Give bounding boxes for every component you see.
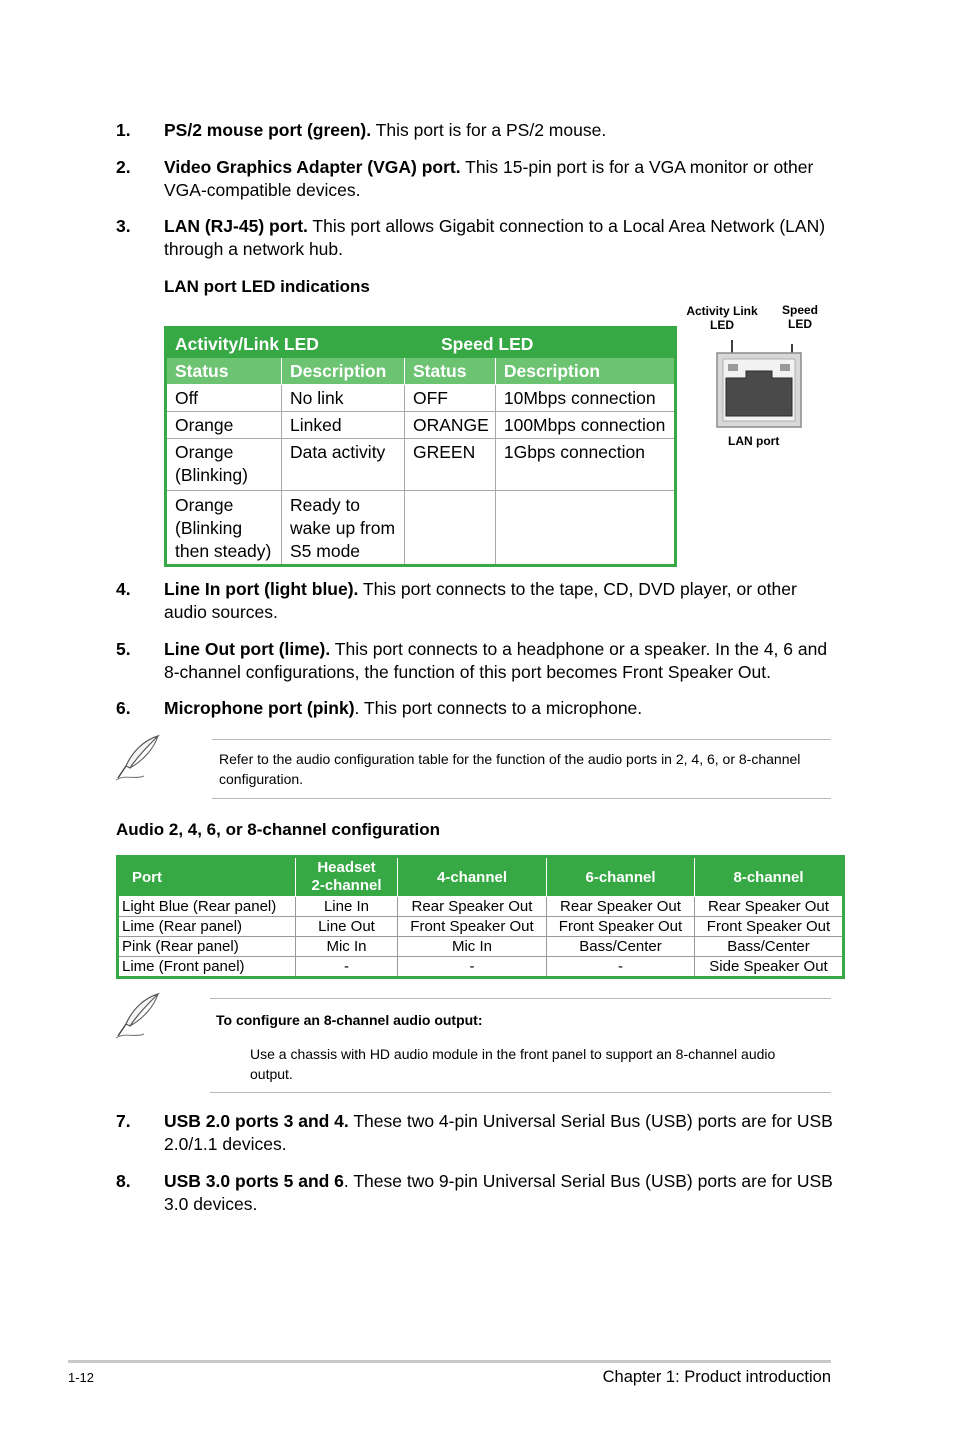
list-item-1 [116,119,836,142]
chapter-title: Chapter 1: Product introduction [602,1368,831,1386]
note-text: Use a chassis with HD audio module in the front panel to support an 8-channel audio output. [250,1046,776,1082]
cell: GREEN [405,439,496,491]
activity-led-label: LED [710,318,734,332]
cell: Off [166,385,282,412]
table-row [166,385,676,412]
cell: Orange [166,412,282,439]
note-text: Refer to the audio configuration table for the function of the audio ports in 2, 4, 6, or 8-channel configuration. [219,751,801,787]
audio-config-table [116,855,845,979]
cell: Pink (Rear panel) [118,937,296,957]
cell: Front Speaker Out [547,917,695,937]
cell: 100Mbps connection [495,412,675,439]
col-6-channel: 6-channel [547,857,695,897]
col-4-channel: 4-channel [398,857,547,897]
table-row [118,917,844,937]
list-item-4 [116,578,836,624]
col-status: Status [166,358,282,385]
cell: Orange (Blinking then steady) [166,491,282,566]
cell: Ready to wake up from S5 mode [282,491,405,566]
audio-config-heading: Audio 2, 4, 6, or 8-channel configuration [116,820,440,839]
col-port: Port [118,857,296,897]
item-title: USB 3.0 ports 5 and 6 [164,1171,344,1191]
cell: Rear Speaker Out [547,897,695,917]
list-item-7 [116,1110,836,1156]
note-top-rule [210,998,831,999]
cell: 1Gbps connection [495,439,675,491]
item-title: Line In port (light blue). [164,579,359,599]
item-title: USB 2.0 ports 3 and 4. [164,1111,349,1131]
table-row [118,957,844,978]
item-text: This port connects to the tape, CD, DVD player, or other audio sources. [164,579,797,622]
item-number: 3. [116,216,131,236]
cell: - [398,957,547,978]
col-status: Status [405,358,496,385]
cell: ORANGE [405,412,496,439]
cell: Front Speaker Out [398,917,547,937]
note-title: To configure an 8-channel audio output: [216,1012,483,1028]
footer-rule [68,1360,831,1363]
item-number: 7. [116,1111,131,1131]
item-title: PS/2 mouse port (green). [164,120,372,140]
item-title: Line Out port (lime). [164,639,331,659]
cell: No link [282,385,405,412]
list-item-5 [116,638,836,684]
cell: Mic In [398,937,547,957]
cell: Line In [296,897,398,917]
cell: Mic In [296,937,398,957]
item-number: 2. [116,157,131,177]
cell [405,491,496,566]
cell: Rear Speaker Out [695,897,844,917]
note-bottom-rule [212,798,831,799]
speed-led-label: LED [788,317,812,331]
feather-pen-icon [114,734,164,782]
rj45-port-icon [716,340,804,430]
cell: Data activity [282,439,405,491]
lan-port-diagram [680,302,830,452]
item-text: This port allows Gigabit connection to a Local Area Network (LAN) through a network hub. [164,216,826,259]
activity-link-group: Activity/Link LED [166,328,405,358]
item-number: 8. [116,1171,131,1191]
col-headset-line2: 2-channel [311,877,382,894]
col-headset [296,857,398,897]
cell: Bass/Center [695,937,844,957]
cell: Orange (Blinking) [166,439,282,491]
list-item-6 [116,697,836,720]
cell: 10Mbps connection [495,385,675,412]
list-item-3 [116,215,836,261]
cell: Rear Speaker Out [398,897,547,917]
cell: Light Blue (Rear panel) [118,897,296,917]
cell: Line Out [296,917,398,937]
lan-led-table [164,326,677,567]
item-text: These two 4-pin Universal Serial Bus (USB) ports are for USB 2.0/1.1 devices. [164,1111,833,1154]
note-bottom-rule [210,1092,831,1093]
table-group-header [166,328,676,358]
cell: - [296,957,398,978]
activity-led-label: Activity Link [686,304,758,318]
item-text: This port connects to a headphone or a speaker. In the 4, 6 and 8-channel configurations, the function of this port becomes Front Speaker Out. [164,639,828,682]
item-title: Microphone port (pink) [164,698,355,718]
lan-led-heading: LAN port LED indications [164,277,370,296]
item-text: This port is for a PS/2 mouse. [371,120,607,140]
table-row [118,897,844,917]
item-number: 1. [116,120,131,140]
col-description: Description [282,358,405,385]
item-title: LAN (RJ-45) port. [164,216,308,236]
cell: Lime (Front panel) [118,957,296,978]
cell: Lime (Rear panel) [118,917,296,937]
cell [495,491,675,566]
note-top-rule [212,739,831,740]
table-row [166,439,676,491]
cell: Linked [282,412,405,439]
page-number: 1-12 [68,1370,95,1385]
list-item-2 [116,156,836,202]
feather-pen-icon [114,992,164,1040]
table-column-header [166,358,676,385]
item-number: 5. [116,639,131,659]
table-row [166,412,676,439]
cell: OFF [405,385,496,412]
item-text: This 15-pin port is for a VGA monitor or other VGA-compatible devices. [164,157,814,200]
item-title: Video Graphics Adapter (VGA) port. [164,157,461,177]
list-item-8 [116,1170,836,1216]
speed-led-label: Speed [781,303,818,317]
col-8-channel: 8-channel [695,857,844,897]
cell: - [547,957,695,978]
cell: Front Speaker Out [695,917,844,937]
table-header-row [118,857,844,897]
item-text: . These two 9-pin Universal Serial Bus (USB) ports are for USB 3.0 devices. [164,1171,833,1214]
cell: Bass/Center [547,937,695,957]
item-number: 4. [116,579,131,599]
table-row [118,937,844,957]
cell: Side Speaker Out [695,957,844,978]
speed-led-group: Speed LED [405,328,676,358]
item-text: . This port connects to a microphone. [354,698,643,718]
col-description: Description [495,358,675,385]
col-headset-line1: Headset [317,859,376,876]
lan-port-label: LAN port [728,434,780,448]
table-row [166,491,676,566]
item-number: 6. [116,698,131,718]
